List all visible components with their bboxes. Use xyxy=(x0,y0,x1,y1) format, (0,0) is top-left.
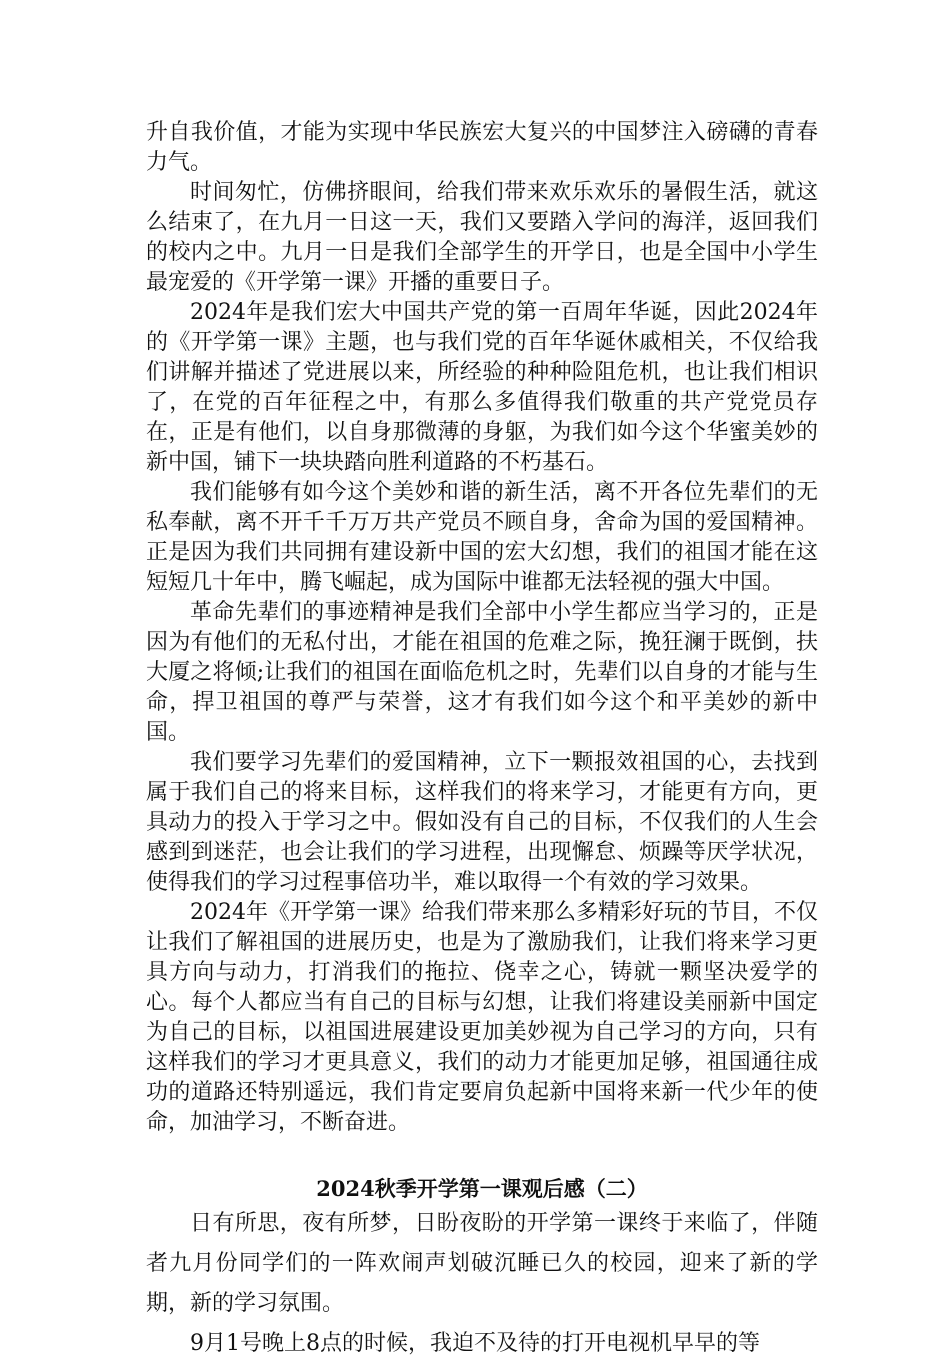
section-title: 2024秋季开学第一课观后感（二） xyxy=(316,1176,648,1201)
paragraph-6: 我们要学习先辈们的爱国精神，立下一颗报效祖国的心，去找到属于我们自己的将来目标，这样我们的将来学习，才能更有方向，更具动力的投入于学习之中。假如没有自己的目标，不仅我们的人生会感到到迷茫，也会让我们的学习进程，出现懈怠、烦躁等厌学状况，使得我们的学习过程事倍功半，难以取得一个有效的学习效果。 xyxy=(146,750,818,895)
document-body xyxy=(146,118,818,1364)
paragraph-4: 我们能够有如今这个美妙和谐的新生活，离不开各位先辈们的无私奉献，离不开千千万万共产党员不顾自身，舍命为国的爱国精神。正是因为我们共同拥有建设新中国的宏大幻想，我们的祖国才能在这短短几十年中，腾飞崛起，成为国际中谁都无法轻视的强大中国。 xyxy=(146,480,818,595)
paragraph-2: 时间匆忙，仿佛挤眼间，给我们带来欢乐欢乐的暑假生活，就这么结束了，在九月一日这一天，我们又要踏入学问的海洋，返回我们的校内之中。九月一日是我们全部学生的开学日，也是全国中小学生最宠爱的《开学第一课》开播的重要日子。 xyxy=(146,180,818,295)
section2-paragraph-1: 日有所思，夜有所梦，日盼夜盼的开学第一课终于来临了，伴随者九月份同学们的一阵欢闹声划破沉睡已久的校园，迎来了新的学期，新的学习氛围。 xyxy=(146,1211,818,1316)
paragraph-3: 2024年是我们宏大中国共产党的第一百周年华诞，因此2024年的《开学第一课》主题，也与我们党的百年华诞休戚相关，不仅给我们讲解并描述了党进展以来，所经验的种种险阻危机，也让我们相识了，在党的百年征程之中，有那么多值得我们敬重的共产党党员存在，正是有他们，以自身那微薄的身躯，为我们如今这个华蜜美妙的新中国，铺下一块块踏向胜利道路的不朽基石。 xyxy=(146,300,818,475)
paragraph-5: 革命先辈们的事迹精神是我们全部中小学生都应当学习的，正是因为有他们的无私付出，才能在祖国的危难之际，挽狂澜于既倒，扶大厦之将倾;让我们的祖国在面临危机之时，先辈们以自身的才能与生命，捍卫祖国的尊严与荣誉，这才有我们如今这个和平美妙的新中国。 xyxy=(146,600,818,745)
paragraph-7: 2024年《开学第一课》给我们带来那么多精彩好玩的节目，不仅让我们了解祖国的进展历史，也是为了激励我们，让我们将来学习更具方向与动力，打消我们的拖拉、侥幸之心，铸就一颗坚决爱学的心。每个人都应当有自己的目标与幻想，让我们将建设美丽新中国定为自己的目标，以祖国进展建设更加美妙视为自己学习的方向，只有这样我们的学习才更具意义，我们的动力才能更加足够，祖国通往成功的道路还特别遥远，我们肯定要肩负起新中国将来新一代少年的使命，加油学习，不断奋进。 xyxy=(146,900,818,1135)
section-two xyxy=(146,1174,818,1364)
paragraph-1: 升自我价值，才能为实现中华民族宏大复兴的中国梦注入磅礴的青春力气。 xyxy=(146,120,818,175)
section2-paragraph-2: 9月1号晚上8点的时候，我迫不及待的打开电视机早早的等 xyxy=(190,1331,760,1356)
